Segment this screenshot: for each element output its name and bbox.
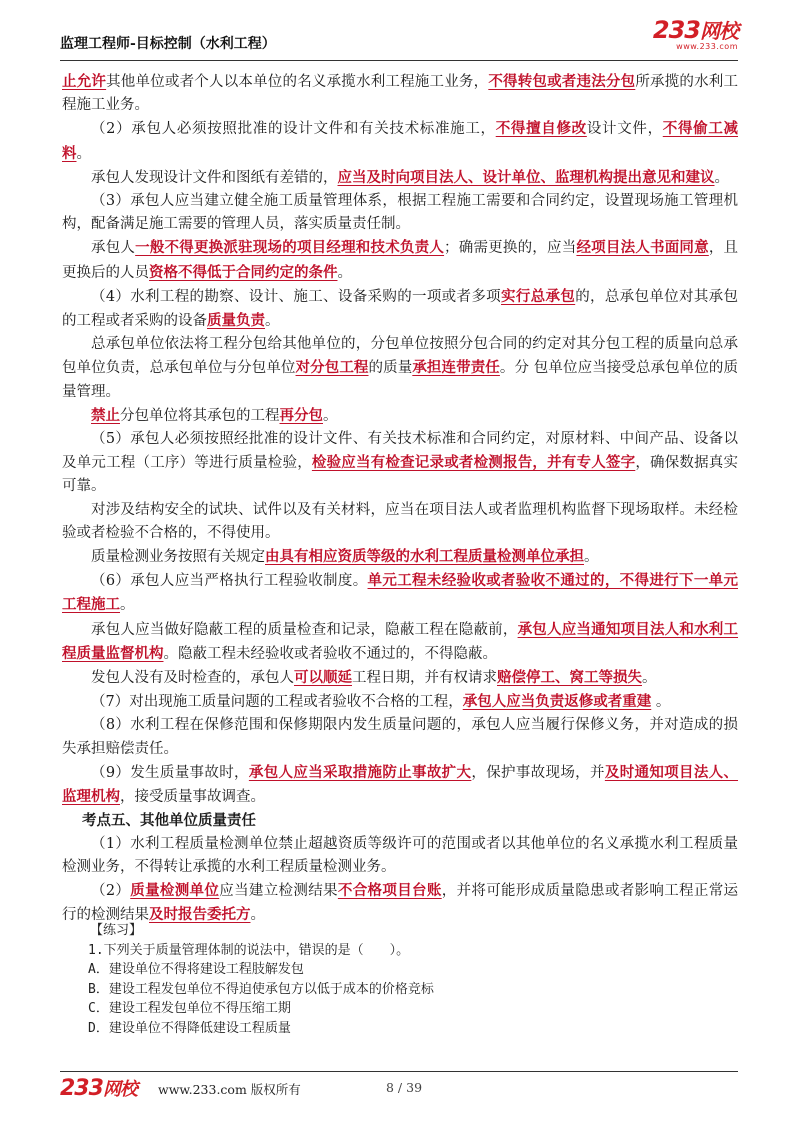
key-point: 可以顺延 (294, 669, 352, 687)
brand-logo[interactable] (653, 18, 738, 51)
key-point: 实行总承包 (501, 287, 576, 305)
exercise-label: 【练习】 (90, 923, 143, 938)
key-point: 不得转包或者违法分包 (488, 73, 636, 90)
key-point: 承包人应当采取措施防止事故扩大 (248, 763, 472, 781)
paragraph: 止允许其他单位或者个人以本单位的名义承揽水利工程施工业务，不得转包或者违法分包所承揽的水利工程施工业务。 (62, 73, 739, 114)
paragraph: （9）发生质量事故时，承包人应当采取措施防止事故扩大，保护事故现场，并及时通知项目法人、监理机构，接受质量事故调查。 (62, 763, 739, 806)
key-point: 不得擅自修改 (495, 120, 587, 138)
paragraph: （4）水利工程的勘察、设计、施工、设备采购的一项或者多项实行总承包的，总承包单位对其承包的工程或者采购的设备质量负责。 (62, 287, 739, 330)
paragraph: 禁止分包单位将其承包的工程再分包。 (91, 406, 338, 424)
paragraph: （6）承包人应当严格执行工程验收制度。单元工程未经验收或者验收不通过的，不得进行下一单元工程施工。 (62, 572, 738, 614)
paragraph: （5）承包人必须按照经批准的设计文件、有关技术标准和合同约定，对原材料、中间产品、设备以及单元工程（工序）等进行质量检验，检验应当有检查记录或者检测报告，并有专人签字，确保数据真实可靠。 (62, 431, 739, 495)
key-point: 应当及时向项目法人、设计单位、监理机构提出意见和建议 (337, 168, 715, 186)
key-point: 质量负责 (207, 312, 265, 330)
document-body (62, 70, 738, 927)
key-point: 不得偷工减料 (62, 120, 739, 162)
section-heading: 考点五、其他单位质量责任 (82, 812, 256, 830)
option-d: D．建设单位不得降低建设工程质量 (88, 1020, 291, 1036)
exercise-block (88, 921, 738, 1038)
header-title: 监理工程师-目标控制（水利工程） (60, 36, 276, 52)
key-point: 赔偿停工、窝工等损失 (497, 669, 642, 687)
key-point: 经项目法人书面同意 (576, 239, 709, 257)
key-point: 承担连带责任 (412, 359, 500, 377)
paragraph: 承包人应当做好隐蔽工程的质量检查和记录，隐蔽工程在隐蔽前，承包人应当通知项目法人和水利工程质量监督机构。隐蔽工程未经验收或者验收不通过的，不得隐蔽。 (62, 620, 739, 662)
key-point: 一般不得更换派驻现场的项目经理和技术负责人 (135, 239, 445, 257)
footer-logo-text: 网校 (102, 1079, 137, 1100)
key-point: 对分包工程 (295, 359, 369, 377)
key-point: 由具有相应资质等级的水利工程质量检测单位承担 (265, 548, 584, 566)
paragraph: 质量检测业务按照有关规定由具有相应资质等级的水利工程质量检测单位承担。 (91, 548, 599, 566)
key-point: 资格不得低于合同约定的条件 (149, 263, 338, 281)
paragraph: （8）水利工程在保修范围和保修期限内发生质量问题的，承包人应当履行保修义务，并对造成的损失承担赔偿责任。 (62, 717, 738, 757)
footer-logo-number: 233 (60, 1076, 103, 1101)
key-point: 质量检测单位 (130, 881, 220, 899)
option-a: A．建设单位不得将建设工程肢解发包 (88, 962, 304, 977)
key-point: 承包人应当通知项目法人和水利工程质量监督机构 (62, 620, 739, 662)
key-point: 止允许 (62, 73, 107, 90)
footer-copyright: www.233.com 版权所有 (158, 1082, 301, 1097)
footer-divider (60, 1071, 738, 1072)
page-header (60, 18, 738, 56)
key-point: 不合格项目台账 (337, 881, 442, 899)
key-point: 禁止 (91, 406, 120, 424)
key-point: 及时报告委托方 (149, 906, 251, 924)
option-c: C．建设工程发包单位不得压缩工期 (88, 1001, 291, 1016)
paragraph: （3）承包人应当建立健全施工质量管理体系，根据工程施工需要和合同约定，设置现场施工管理机构，配备满足施工需要的管理人员，落实质量责任制。 (62, 193, 738, 233)
key-point: 再分包 (279, 406, 323, 424)
paragraph: （2）承包人必须按照批准的设计文件和有关技术标准施工，不得擅自修改设计文件，不得偷工减料。 (62, 120, 739, 162)
page-number: 8 / 39 (386, 1080, 423, 1095)
key-point: 承包人应当负责返修或者重建 (462, 693, 652, 711)
logo-number: 233 (652, 16, 700, 44)
key-point: 检验应当有检查记录或者检测报告，并有专人签字 (311, 454, 636, 472)
paragraph: （7）对出现施工质量问题的工程或者验收不合格的工程，承包人应当负责返修或者重建 。 (91, 693, 671, 711)
paragraph: 承包人一般不得更换派驻现场的项目经理和技术负责人；确需更换的，应当经项目法人书面同意，且更换后的人员资格不得低于合同约定的条件。 (62, 239, 739, 281)
exercise-question: 1.下列关于质量管理体制的说法中，错误的是（ ）。 (88, 942, 410, 958)
paragraph: 对涉及结构安全的试块、试件以及有关材料，应当在项目法人或者监理机构监督下现场取样。未经检验或者检验不合格的，不得使用。 (62, 501, 738, 541)
paragraph: 发包人没有及时检查的，承包人可以顺延工程日期，并有权请求赔偿停工、窝工等损失。 (91, 669, 657, 687)
key-point: 及时通知项目法人、监理机构 (62, 763, 739, 806)
logo-text: 网校 (700, 19, 738, 43)
key-point: 单元工程未经验收或者验收不通过的，不得进行下一单元工程施工 (62, 572, 738, 614)
page-footer (60, 1075, 738, 1101)
logo-url: www.233.com (676, 42, 738, 51)
paragraph: 承包人发现设计文件和图纸有差错的，应当及时向项目法人、设计单位、监理机构提出意见和建议。 (91, 168, 729, 186)
footer-logo[interactable] (60, 1075, 137, 1101)
option-b: B．建设工程发包单位不得迫使承包方以低于成本的价格竞标 (88, 981, 434, 997)
paragraph: （1）水利工程质量检测单位禁止超越资质等级许可的范围或者以其他单位的名义承揽水利工程质量检测业务，不得转让承揽的水利工程质量检测业务。 (62, 835, 738, 875)
paragraph: 总承包单位依法将工程分包给其他单位的，分包单位按照分包合同的约定对其分包工程的质量向总承包单位负责，总承包单位与分包单位对分包工程的质量承担连带责任。分 包单位应当接受总承包单位的质量管理。 (62, 336, 739, 400)
header-divider (60, 60, 738, 61)
paragraph: （2）质量检测单位应当建立检测结果不合格项目台账，并将可能形成质量隐患或者影响工程正常运行的检测结果及时报告委托方。 (62, 881, 739, 924)
